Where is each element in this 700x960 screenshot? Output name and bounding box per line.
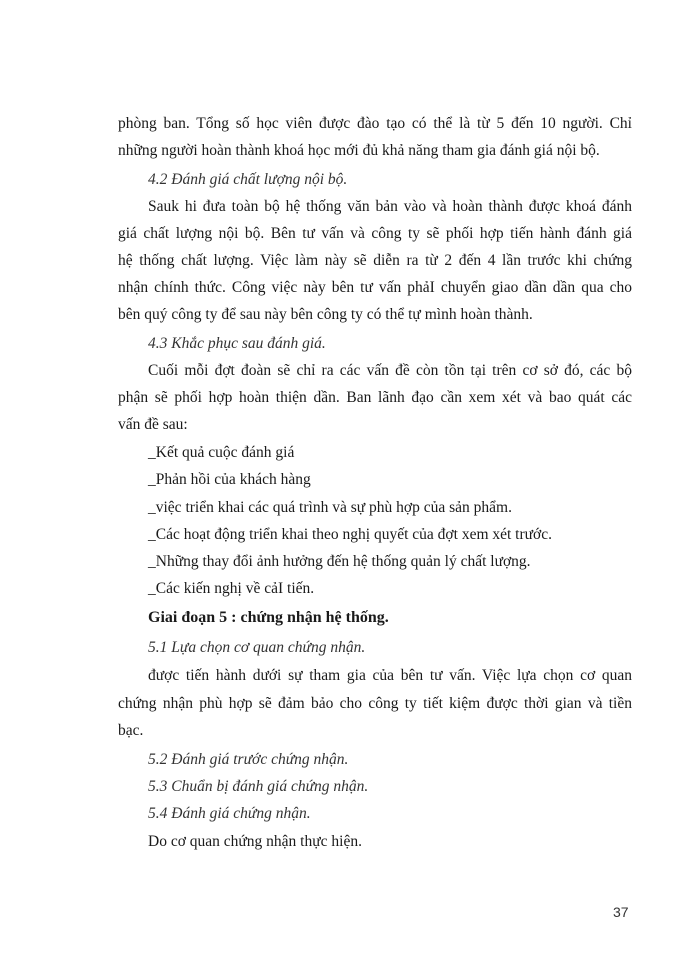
body-line: hệ thống chất lượng. Việc làm này sẽ diễn ra từ 2 đến 4 lần trước khi chứng — [118, 252, 632, 269]
list-item: _Các hoạt động triển khai theo nghị quyết của đợt xem xét trước. — [148, 526, 553, 543]
body-line: giá chất lượng nội bộ. Bên tư vấn và công ty sẽ phối hợp tiến hành đánh giá — [118, 225, 632, 242]
body-line: nhận chính thức. Công việc này bên tư vấn phảI chuyển giao dần dần qua cho — [118, 279, 632, 296]
body-line: phận sẽ phối hợp hoàn thiện dần. Ban lãnh đạo cần xem xét và bao quát các — [118, 389, 632, 406]
body-line: phòng ban. Tổng số học viên được đào tạo có thể là từ 5 đến 10 người. Chỉ — [118, 115, 632, 132]
list-item: _Những thay đổi ảnh hưởng đến hệ thống quản lý chất lượng. — [148, 553, 531, 570]
subheading-4-3: 4.3 Khắc phục sau đánh giá. — [148, 335, 326, 352]
list-item: _Các kiến nghị về cảI tiến. — [148, 580, 315, 597]
body-line: Do cơ quan chứng nhận thực hiện. — [148, 833, 362, 850]
subheading-5-1: 5.1 Lựa chọn cơ quan chứng nhận. — [148, 639, 366, 656]
body-line: những người hoàn thành khoá học mới đủ khả năng tham gia đánh giá nội bộ. — [118, 142, 600, 159]
body-line: Cuối mỗi đợt đoàn sẽ chỉ ra các vấn đề còn tồn tại trên cơ sở đó, các bộ — [148, 362, 632, 379]
body-line: bên quý công ty để sau này bên công ty có thể tự mình hoàn thành. — [118, 306, 533, 323]
body-line: bạc. — [118, 722, 144, 739]
list-item: _Kết quả cuộc đánh giá — [148, 444, 295, 461]
subheading-5-2: 5.2 Đánh giá trước chứng nhận. — [148, 751, 349, 768]
body-line: được tiến hành dưới sự tham gia của bên tư vấn. Việc lựa chọn cơ quan — [148, 667, 632, 684]
list-item: _Phản hồi của khách hàng — [148, 471, 311, 488]
body-line: chứng nhận phù hợp sẽ đảm bảo cho công ty tiết kiệm được thời gian và tiền — [118, 695, 632, 712]
body-line: vấn đề sau: — [118, 416, 188, 433]
subheading-5-4: 5.4 Đánh giá chứng nhận. — [148, 805, 311, 822]
subheading-5-3: 5.3 Chuẩn bị đánh giá chứng nhận. — [148, 778, 369, 795]
body-line: Sauk hi đưa toàn bộ hệ thống văn bản vào và hoàn thành được khoá đánh — [148, 198, 632, 215]
page-number: 37 — [613, 904, 629, 920]
subheading-4-2: 4.2 Đánh giá chất lượng nội bộ. — [148, 171, 348, 188]
section-heading-phase-5: Giai đoạn 5 : chứng nhận hệ thống. — [148, 609, 389, 626]
list-item: _việc triển khai các quá trình và sự phù hợp của sản phẩm. — [148, 499, 512, 516]
